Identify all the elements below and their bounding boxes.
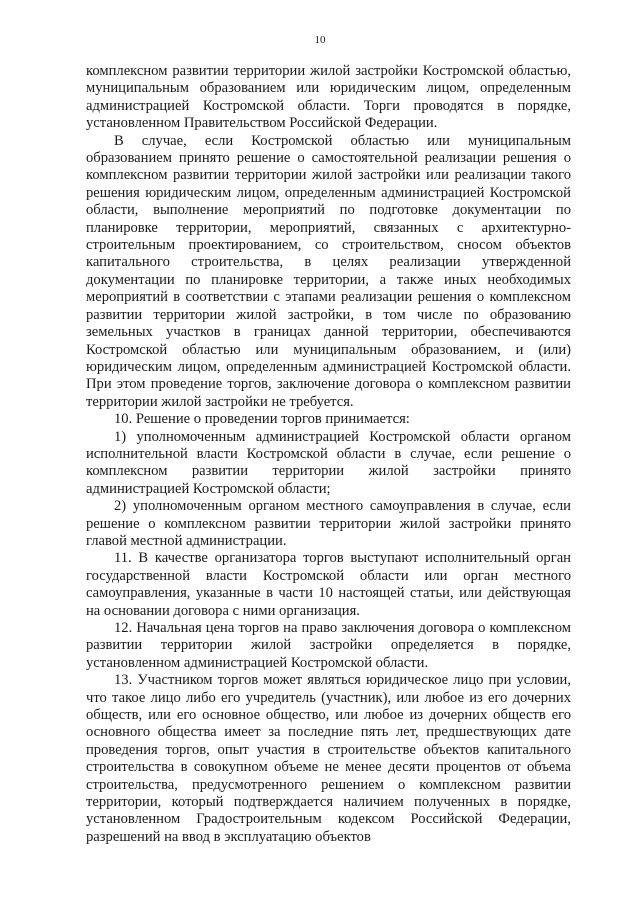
document-body <box>86 63 571 846</box>
paragraph-11: 11. В качестве организатора торгов выступают исполнительный орган государственной власти Костромской области или орган местного самоуправления, указанные в части 10 настоящей статьи, или действующая на основании договора с ними организация. <box>86 550 571 619</box>
paragraph-10-item-2: 2) уполномоченным органом местного самоуправления в случае, если решение о комплексном развитии территории жилой застройки принято главой местной администрации. <box>86 498 571 549</box>
paragraph-10-item-1: 1) уполномоченным администрацией Костромской области органом исполнительной власти Костромской области в случае, если решение о комплексном развитии территории жилой застройки принято администрацией Костромской области; <box>86 428 571 497</box>
paragraph-13: 13. Участником торгов может являться юридическое лицо при условии, что такое лицо либо его учредитель (участник), или любое из его дочерних обществ, или его основное общество, или любое из дочерних обществ его основного общества имеет за последние пять лет, предшествующих дате проведения торгов, опыт участия в строительстве объектов капитального строительства в совокупном объеме не менее десяти процентов от объема строительства, предусмотренного решением о комплексном развитии территории, который подтверждается наличием полученных в порядке, установленном Градостроительным кодексом Российской Федерации, разрешений на ввод в эксплуатацию объектов <box>86 672 571 845</box>
paragraph-12: 12. Начальная цена торгов на право заключения договора о комплексном развитии территории жилой застройки определяется в порядке, установленном администрацией Костромской области. <box>86 620 571 671</box>
page-number: 10 <box>314 34 326 46</box>
paragraph-case: В случае, если Костромской областью или муниципальным образованием принято решение о самостоятельной реализации решения о комплексном развитии территории жилой застройки или реализации такого решения юридическим лицом, определенным администрацией Костромской области, выполнение мероприятий по подготовке документации по планировке территории, мероприятий, связанных с архитектурно-строительным проектированием, со строительством, сносом объектов капитального строительства, в целях реализации утвержденной документации по планировке территории, а также иных необходимых мероприятий в соответствии с этапами реализации решения о комплексном развитии территории жилой застройки, в том числе по образованию земельных участков в границах данной территории, обеспечиваются Костромской областью или муниципальным образованием, и (или) юридическим лицом, определенным администрацией Костромской области. При этом проведение торгов, заключение договора о комплексном развитии территории жилой застройки не требуется. <box>86 132 571 410</box>
paragraph-continuation: комплексном развитии территории жилой застройки Костромской областью, муниципальным образованием или юридическим лицом, определенным администрацией Костромской области. Торги проводятся в порядке, установленном Правительством Российской Федерации. <box>86 63 571 132</box>
paragraph-10: 10. Решение о проведении торгов принимается: <box>114 411 410 428</box>
